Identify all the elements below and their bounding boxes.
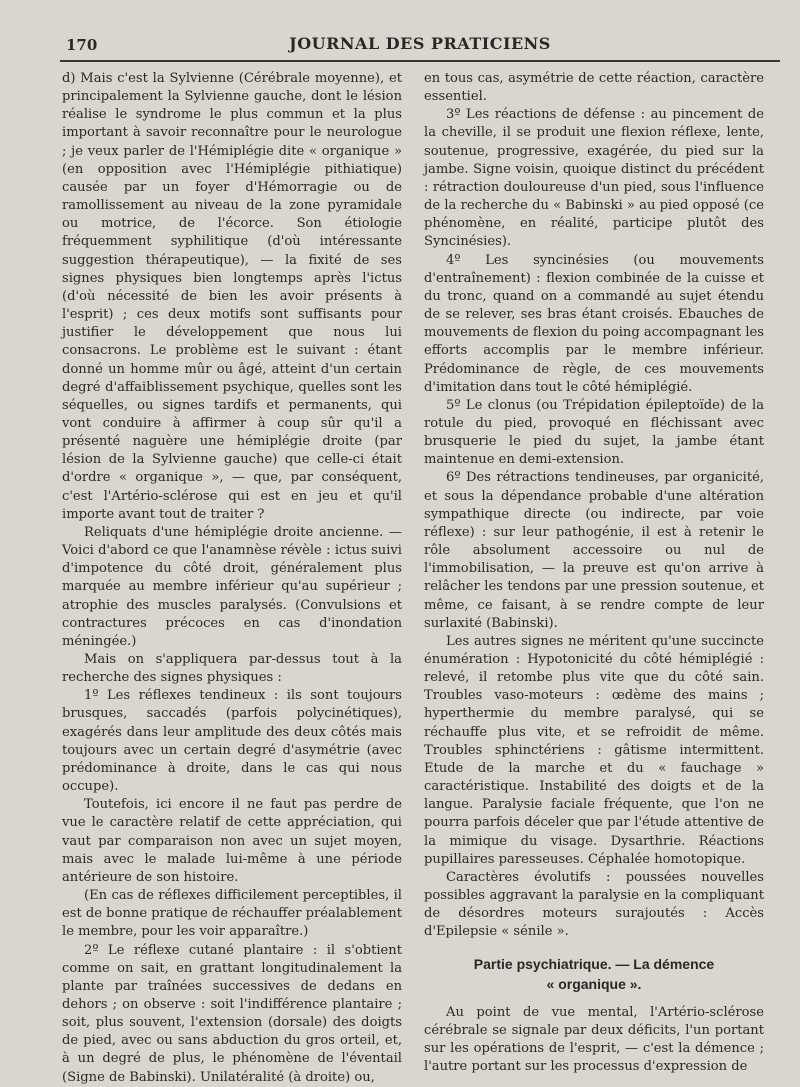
left-column bbox=[62, 70, 402, 1087]
paragraph: d) Mais c'est la Sylvienne (Cérébrale moyenne), et principalement la Sylvienne gauche, dont le lésion réalise le syndrome le plus commun et la plus important à savoir reconnaître pour le neurologue ; je veux parler de l'Hémiplégie dite « organique » (en opposition avec l'Hémiplégie pithiatique) causée par un foyer d'Hémorragie ou de ramollissement au niveau de la zone pyramidale ou motrice, de l'écorce. Son étiologie fréquemment syphilitique (d'où intéressante suggestion thérapeutique), — la fixité de ses signes physiques bien longtemps après l'ictus (d'où nécessité de bien les avoir présents à l'esprit) ; ces deux motifs sont suffisants pour justifier le développement que nous lui consacrons. Le problème est le suivant : étant donné un homme mûr ou âgé, atteint d'un certain degré d'affaiblissement psychique, quelles sont les séquelles, ou signes tardifs et permanents, qui vont conduire à affirmer à coup sûr qu'il a présenté naguère une hémiplégie droite (par lésion de la Sylvienne gauche) que celle-ci était d'ordre « organique », — que, par conséquent, c'est l'Artério-sclérose qui est en jeu et qu'il importe avant tout de traiter ? bbox=[62, 71, 402, 522]
paragraph: 1º Les réflexes tendineux : ils sont toujours brusques, saccadés (parfois polycinétiques), exagérés dans leur amplitude des deux côtés mais toujours avec un certain degré d'asymétrie (avec prédominance à droite, dans le cas qui nous occupe). bbox=[62, 688, 402, 795]
running-title: JOURNAL DES PRATICIENS bbox=[289, 34, 551, 53]
paragraph: 6º Des rétractions tendineuses, par organicité, et sous la dépendance probable d'une altération sympathique directe (ou indirecte, par voie réflexe) : sur leur pathogénie, il est à retenir le rôle absolument accessoire ou nul de l'immobilisation, — la preuve est qu'on arrive à relâcher les tendons par une pression soutenue, et même, ce faisant, à se rendre compte de leur surlaxité (Babinski). bbox=[424, 470, 764, 631]
paragraph: Caractères évolutifs : poussées nouvelles possibles aggravant la paralysie en la compliquant de désordres moteurs surajoutés : Accès d'Epilepsie « sénile ». bbox=[424, 869, 764, 940]
paragraph: 2º Le réflexe cutané plantaire : il s'obtient comme on sait, en grattant longitudinalement la plante par traînées successives de dedans en dehors ; on observe : soit l'indifférence plantaire ; soit, plus souvent, l'extension (dorsale) des doigts de pied, avec ou sans abduction du gros orteil, et, à un degré de plus, le phénomène de l'éventail (Signe de Babinski). Unilatéralité (à droite) ou, bbox=[62, 942, 402, 1085]
right-column bbox=[424, 70, 764, 1076]
header-rule bbox=[60, 60, 780, 62]
paragraph: 5º Le clonus (ou Trépidation épileptoïde) de la rotule du pied, provoqué en fléchissant avec brusquerie le pied du sujet, la jambe étant maintenue en demi-extension. bbox=[424, 397, 764, 468]
section-heading bbox=[424, 954, 764, 994]
paragraph: en tous cas, asymétrie de cette réaction, caractère essentiel. bbox=[424, 71, 764, 105]
paragraph: 3º Les réactions de défense : au pincement de la cheville, il se produit une flexion réflexe, lente, soutenue, progressive, exagérée, du pied sur la jambe. Signe voisin, quoique distinct du précédent : rétraction douloureuse d'un pied, sous l'influence de la recherche du « Babinski » au pied opposé (ce phénomène, en réalité, participe plutôt des Syncinésies). bbox=[424, 107, 764, 250]
paragraph: Les autres signes ne méritent qu'une succincte énumération : Hypotonicité du côté hémiplégié : relevé, il retombe plus vite que du côté sain. Troubles vaso-moteurs : œdème des mains ; hyperthermie du membre paralysé, qui se réchauffe plus vite, et se refroidit de même. Troubles sphinctériens : gâtisme intermittent. Etude de la marche et du « fauchage » caractéristique. Instabilité des doigts et de la langue. Paralysie faciale fréquente, que l'on ne pourra parfois déceler que par l'étude attentive de la mimique du visage. Dysarthrie. Réactions pupillaires paresseuses. Céphalée homotopique. bbox=[424, 633, 764, 867]
paragraph: Toutefois, ici encore il ne faut pas perdre de vue le caractère relatif de cette appréciation, qui vaut par comparaison non avec un sujet moyen, mais avec le malade lui-même à une période antérieure de son histoire. bbox=[62, 797, 402, 885]
page-header bbox=[60, 36, 780, 58]
section-heading-line: Partie psychiatrique. — La démence bbox=[473, 955, 715, 972]
paragraph: (En cas de réflexes difficilement perceptibles, il est de bonne pratique de réchauffer préalablement le membre, pour les voir apparaître.) bbox=[62, 888, 402, 940]
page-number: 170 bbox=[66, 36, 98, 54]
paragraph: Au point de vue mental, l'Artério-sclérose cérébrale se signale par deux déficits, l'un portant sur les opérations de l'esprit, — c'est la démence ; l'autre portant sur les processus d'expression de bbox=[424, 1004, 764, 1074]
section-heading-line: « organique ». bbox=[546, 975, 642, 992]
paragraph: 4º Les syncinésies (ou mouvements d'entraînement) : flexion combinée de la cuisse et du tronc, quand on a commandé au sujet étendu de se relever, ses bras étant croisés. Ebauches de mouvements de flexion du poing accompagnant les efforts accomplis par le membre inférieur. Prédominance de règle, de ces mouvements d'imitation dans tout le côté hémiplégié. bbox=[424, 252, 764, 395]
paragraph: Mais on s'appliquera par-dessus tout à la recherche des signes physiques : bbox=[62, 652, 402, 686]
paragraph: Reliquats d'une hémiplégie droite ancienne. — Voici d'abord ce que l'anamnèse révèle : ictus suivi d'impotence du côté droit, généralement plus marquée au membre inférieur qu'au supérieur ; atrophie des muscles paralysés. (Convulsions et contractures précoces en cas d'inondation méningée.) bbox=[62, 524, 402, 649]
